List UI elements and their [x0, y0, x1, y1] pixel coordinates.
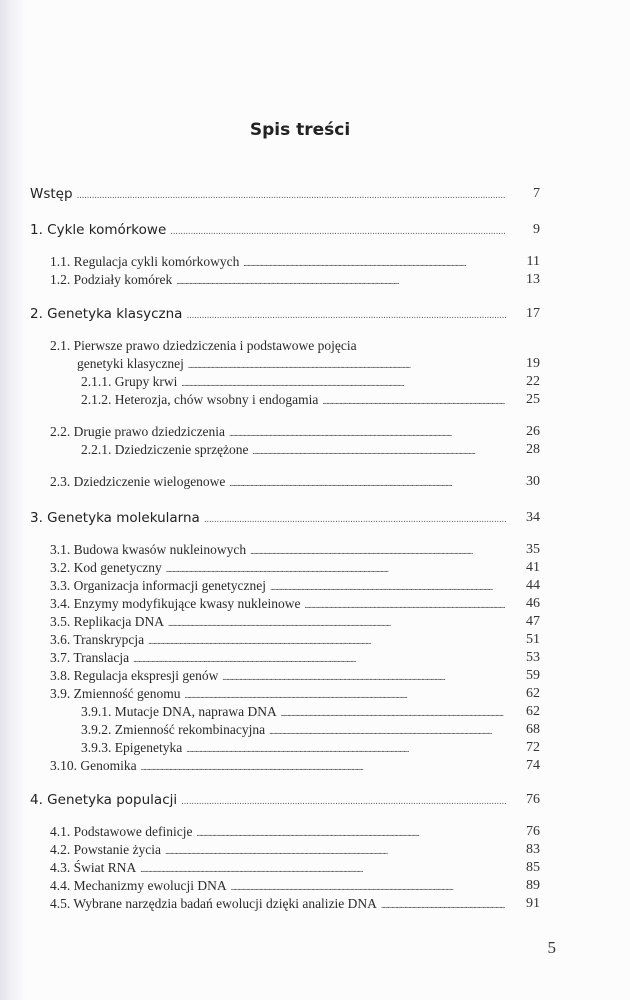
toc-entry-page: 62 — [526, 686, 540, 701]
dot-leader — [322, 396, 505, 406]
toc-entry-page: 91 — [526, 896, 540, 911]
toc-entry-label: 4.1. Podstawowe definicje — [50, 824, 193, 839]
toc-chapter-entry[interactable] — [30, 186, 540, 202]
toc-entry-page: 76 — [526, 824, 540, 839]
dot-leader — [140, 864, 505, 874]
page-title: Spis treści — [249, 120, 351, 140]
toc-section-entry[interactable] — [50, 474, 540, 490]
dot-leader — [188, 360, 505, 370]
dot-leader — [222, 672, 505, 682]
toc-entry-page: 89 — [526, 878, 540, 893]
toc-section-entry[interactable] — [50, 878, 540, 894]
dot-leader — [77, 191, 506, 201]
toc-entry-page: 35 — [526, 542, 540, 557]
toc-section-entry[interactable] — [50, 596, 540, 612]
toc-entry-page: 51 — [526, 632, 540, 647]
toc-entry-label: genetyki klasycznej — [77, 356, 184, 371]
page-number: 5 — [547, 938, 556, 957]
dot-leader — [204, 515, 506, 525]
toc-entry-page: 59 — [526, 668, 540, 683]
dot-leader — [168, 618, 505, 628]
toc-section-entry[interactable] — [77, 356, 540, 372]
toc-entry-label: 2.1. Pierwsze prawo dziedziczenia i podstawowe pojęcia — [50, 338, 357, 353]
toc-entry-label: 2.2.1. Dziedziczenie sprzężone — [81, 442, 249, 457]
toc-chapter-entry[interactable] — [30, 792, 540, 808]
toc-section-entry[interactable] — [81, 704, 540, 720]
toc-entry-label: 2. Genetyka klasyczna — [30, 306, 183, 322]
toc-entry-label: 1.2. Podziały komórek — [50, 272, 173, 287]
dot-leader — [196, 828, 505, 838]
toc-entry-label: 2.1.1. Grupy krwi — [81, 374, 178, 389]
toc-entry-page: 26 — [526, 424, 540, 439]
dot-leader — [181, 797, 506, 807]
toc-section-entry[interactable] — [50, 668, 540, 684]
toc-entry-label: 3.4. Enzymy modyfikujące kwasy nukleinowe — [50, 596, 301, 611]
toc-section-entry[interactable] — [50, 614, 540, 630]
toc-entry-page: 74 — [526, 758, 540, 773]
toc-entry-label: 4. Genetyka populacji — [30, 792, 178, 808]
dot-leader — [281, 708, 505, 718]
dot-leader — [170, 227, 506, 237]
toc-entry-page: 30 — [526, 474, 540, 489]
toc-entry-label: 3.6. Transkrypcja — [50, 632, 145, 647]
toc-entry-label: 2.1.2. Heterozja, chów wsobny i endogamia — [81, 392, 319, 407]
dot-leader — [231, 882, 505, 892]
toc-entry-label: 3.8. Regulacja ekspresji genów — [50, 668, 219, 683]
toc-chapter-entry[interactable] — [30, 306, 540, 322]
toc-entry-page: 22 — [526, 374, 540, 389]
toc-section-entry[interactable] — [50, 896, 540, 912]
toc-entry-page: 62 — [526, 704, 540, 719]
toc-section-entry[interactable] — [81, 740, 540, 756]
dot-leader — [270, 582, 505, 592]
toc-entry-page: 76 — [526, 792, 540, 807]
toc-entry-page: 44 — [526, 578, 540, 593]
toc-entry-page: 9 — [533, 222, 540, 237]
toc-section-entry[interactable] — [50, 272, 540, 288]
toc-section-entry[interactable] — [50, 560, 540, 576]
dot-leader — [184, 690, 505, 700]
toc-entry-page: 41 — [526, 560, 540, 575]
toc-entry-page: 72 — [526, 740, 540, 755]
dot-leader — [166, 564, 505, 574]
dot-leader — [148, 636, 505, 646]
dot-leader — [186, 311, 506, 321]
toc-entry-page: 53 — [526, 650, 540, 665]
dot-leader — [253, 446, 505, 456]
toc-entry-label: Wstęp — [30, 186, 73, 202]
toc-entry-label: 3.2. Kod genetyczny — [50, 560, 162, 575]
toc-section-entry[interactable] — [50, 842, 540, 858]
toc-section-entry[interactable] — [50, 860, 540, 876]
toc-section-entry[interactable] — [50, 578, 540, 594]
toc-entry-label: 3.9. Zmienność genomu — [50, 686, 181, 701]
toc-section-entry[interactable] — [50, 824, 540, 840]
toc-section-entry[interactable] — [81, 392, 540, 408]
toc-section-entry[interactable] — [50, 542, 540, 558]
dot-leader — [304, 600, 505, 610]
dot-leader — [250, 546, 505, 556]
toc-chapter-entry[interactable] — [30, 222, 540, 238]
toc-entry-label: 4.5. Wybrane narzędzia badań ewolucji dzięki analizie DNA — [50, 896, 377, 911]
dot-leader — [181, 378, 505, 388]
toc-entry-page: 19 — [526, 356, 540, 371]
toc-entry-label: 3.9.3. Epigenetyka — [81, 740, 183, 755]
toc-entry-label: 3. Genetyka molekularna — [30, 510, 200, 526]
toc-entry-label: 4.3. Świat RNA — [50, 860, 137, 875]
toc-entry-page: 47 — [526, 614, 540, 629]
dot-leader — [229, 428, 505, 438]
toc-section-entry[interactable] — [50, 424, 540, 440]
dot-leader — [381, 900, 505, 910]
toc-entry-label: 3.9.2. Zmienność rekombinacyjna — [81, 722, 266, 737]
dot-leader — [229, 478, 505, 488]
toc-section-entry[interactable] — [50, 758, 540, 774]
toc-entry-label: 4.2. Powstanie życia — [50, 842, 161, 857]
toc-entry-label: 3.5. Replikacja DNA — [50, 614, 164, 629]
toc-entry-page: 85 — [526, 860, 540, 875]
dot-leader — [186, 744, 505, 754]
toc-entry-label: 1. Cykle komórkowe — [30, 222, 167, 238]
toc-entry-page: 25 — [526, 392, 540, 407]
toc-section-entry[interactable] — [50, 338, 510, 354]
toc-entry-label: 1.1. Regulacja cykli komórkowych — [50, 254, 240, 269]
dot-leader — [165, 846, 505, 856]
dot-leader — [269, 726, 505, 736]
toc-entry-page: 13 — [526, 272, 540, 287]
toc-entry-page: 17 — [526, 306, 540, 321]
toc-entry-page: 68 — [526, 722, 540, 737]
toc-entry-page: 83 — [526, 842, 540, 857]
toc-chapter-entry[interactable] — [30, 510, 540, 526]
toc-entry-label: 3.3. Organizacja informacji genetycznej — [50, 578, 267, 593]
toc-entry-page: 11 — [526, 254, 540, 269]
toc-entry-label: 4.4. Mechanizmy ewolucji DNA — [50, 878, 227, 893]
toc-section-entry[interactable] — [50, 254, 540, 270]
dot-leader — [176, 276, 505, 286]
toc-section-entry[interactable] — [50, 632, 540, 648]
toc-entry-label: 3.7. Translacja — [50, 650, 130, 665]
toc-entry-label: 2.2. Drugie prawo dziedziczenia — [50, 424, 226, 439]
toc-section-entry[interactable] — [50, 686, 540, 702]
toc-entry-page: 7 — [533, 186, 540, 201]
toc-section-entry[interactable] — [81, 374, 540, 390]
dot-leader — [141, 762, 505, 772]
toc-entry-label: 3.10. Genomika — [50, 758, 137, 773]
dot-leader — [243, 258, 505, 268]
page-binding-shadow — [0, 0, 26, 1000]
toc-entry-label: 3.1. Budowa kwasów nukleinowych — [50, 542, 247, 557]
dot-leader — [133, 654, 505, 664]
toc-entry-page: 28 — [526, 442, 540, 457]
toc-section-entry[interactable] — [81, 722, 540, 738]
toc-entry-page: 34 — [526, 510, 540, 525]
toc-entry-label: 3.9.1. Mutacje DNA, naprawa DNA — [81, 704, 277, 719]
toc-section-entry[interactable] — [81, 442, 540, 458]
toc-entry-label: 2.3. Dziedziczenie wielogenowe — [50, 474, 226, 489]
toc-entry-page: 46 — [526, 596, 540, 611]
toc-section-entry[interactable] — [50, 650, 540, 666]
